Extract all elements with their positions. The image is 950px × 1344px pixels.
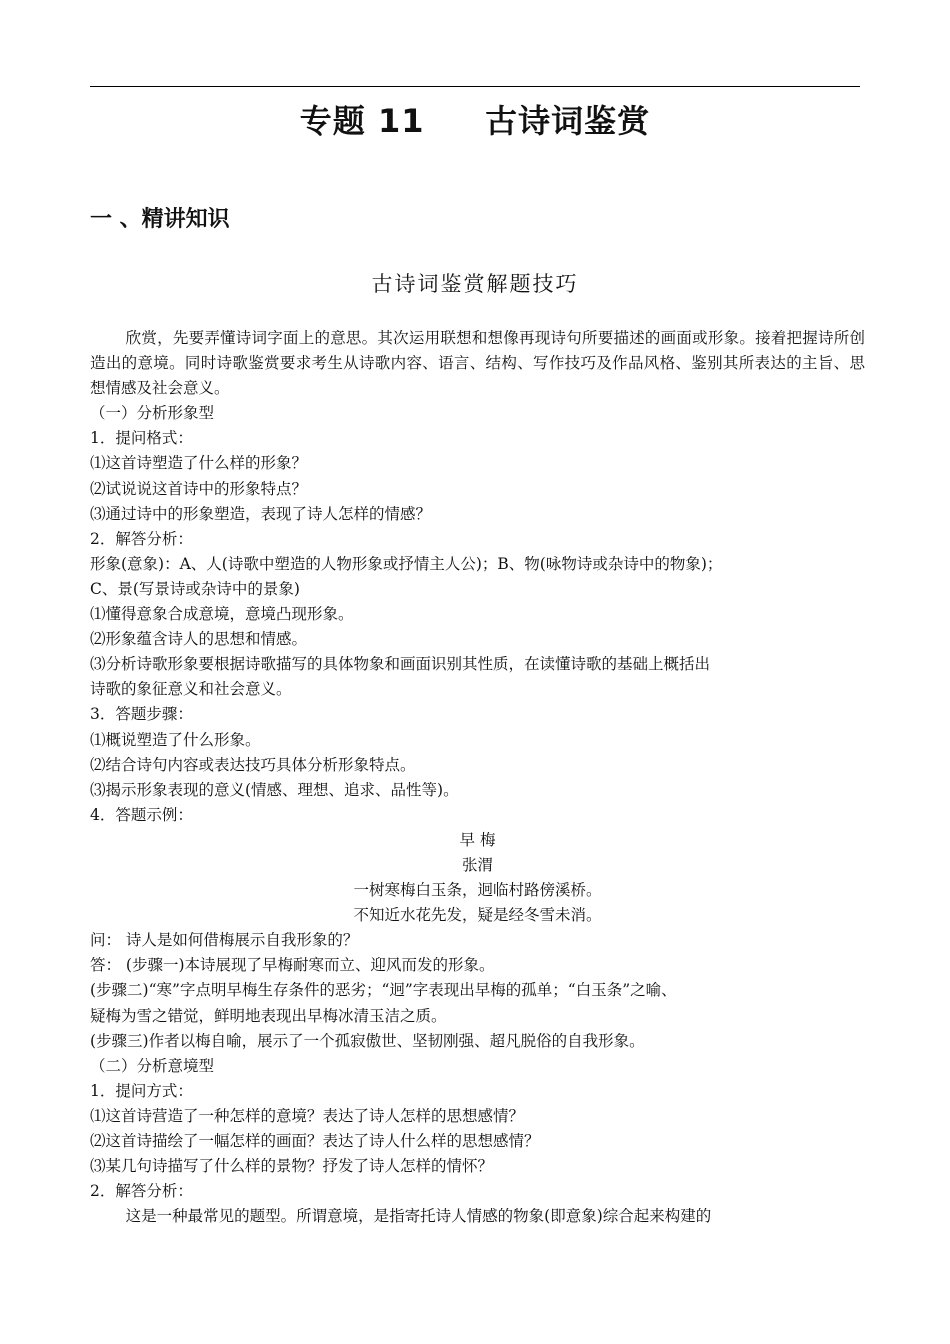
example-answer-line: (步骤二)“寒”字点明早梅生存条件的恶劣；“迥”字表现出早梅的孤单；“白玉条”之喻、 bbox=[90, 981, 677, 1000]
intro-paragraph: 欣赏，先要弄懂诗词字面上的意思。其次运用联想和想像再现诗句所要描述的画面或形象。接着把握诗所创造出的意境。同时诗歌鉴赏要求考生从诗歌内容、语言、结构、写作技巧及作品风格、鉴别其所表达的主旨、思想情感及社会意义。 bbox=[90, 329, 865, 398]
part2-analysis-text: 这是一种最常见的题型。所谓意境，是指寄托诗人情感的物象(即意象)综合起来构建的 bbox=[125, 1207, 712, 1226]
list-item: ⑴这首诗塑造了什么样的形象？ bbox=[90, 454, 308, 473]
example-answer-line: 疑梅为雪之错觉，鲜明地表现出早梅冰清玉洁之质。 bbox=[90, 1006, 447, 1025]
part1-analysis-heading: 2．解答分析： bbox=[90, 529, 193, 548]
page-title: 专题 11 古诗词鉴赏 bbox=[299, 102, 651, 140]
poem-line: 不知近水花先发，疑是经冬雪未消。 bbox=[353, 906, 602, 925]
example-question: 问： 诗人是如何借梅展示自我形象的？ bbox=[90, 931, 359, 950]
list-item: ⑶分析诗歌形象要根据诗歌描写的具体物象和画面识别其性质，在读懂诗歌的基础上概括出 bbox=[90, 655, 711, 674]
poem-line: 一树寒梅白玉条，迥临村路傍溪桥。 bbox=[353, 881, 602, 900]
poem-author: 张渭 bbox=[461, 855, 493, 874]
part1-steps-heading: 3．答题步骤： bbox=[90, 705, 193, 724]
example-answer-line: 答： (步骤一)本诗展现了早梅耐寒而立、迎风而发的形象。 bbox=[90, 956, 495, 975]
header-rule bbox=[90, 86, 860, 87]
part2-heading: （二）分析意境型 bbox=[90, 1056, 215, 1075]
list-item: ⑵试说说这首诗中的形象特点？ bbox=[90, 479, 308, 498]
part2-question-format-heading: 1．提问方式： bbox=[90, 1081, 193, 1100]
part1-heading: （一）分析形象型 bbox=[90, 404, 215, 423]
list-item: ⑶揭示形象表现的意义(情感、理想、追求、品性等)。 bbox=[90, 780, 459, 799]
section-heading: 一 、精讲知识 bbox=[90, 207, 230, 232]
part1-question-format-heading: 1．提问格式： bbox=[90, 429, 193, 448]
list-item: ⑴概说塑造了什么形象。 bbox=[90, 730, 261, 749]
list-item: ⑵这首诗描绘了一幅怎样的画面？表达了诗人什么样的思想感情？ bbox=[90, 1132, 540, 1150]
poem-title: 早 梅 bbox=[459, 830, 496, 849]
list-item: ⑶某几句诗描写了什么样的景物？抒发了诗人怎样的情怀？ bbox=[90, 1157, 494, 1176]
list-item: 诗歌的象征意义和社会意义。 bbox=[90, 680, 292, 699]
example-answer-line: (步骤三)作者以梅自喻，展示了一个孤寂傲世、坚韧刚强、超凡脱俗的自我形象。 bbox=[90, 1031, 645, 1050]
list-item: 形象(意象)：A、人(诗歌中塑造的人物形象或抒情主人公)；B、物(咏物诗或杂诗中的物象)； bbox=[90, 554, 723, 573]
document-body bbox=[90, 326, 865, 1229]
list-item: ⑵结合诗句内容或表达技巧具体分析形象特点。 bbox=[90, 755, 416, 774]
list-item: C、景(写景诗或杂诗中的景象) bbox=[90, 579, 300, 598]
part1-example-heading: 4．答题示例： bbox=[90, 805, 193, 824]
list-item: ⑵形象蕴含诗人的思想和情感。 bbox=[90, 630, 308, 649]
part2-analysis-heading: 2．解答分析： bbox=[90, 1182, 193, 1201]
list-item: ⑶通过诗中的形象塑造，表现了诗人怎样的情感？ bbox=[90, 504, 432, 523]
article-title: 古诗词鉴赏解题技巧 bbox=[371, 272, 579, 296]
list-item: ⑴懂得意象合成意境，意境凸现形象。 bbox=[90, 605, 354, 624]
list-item: ⑴这首诗营造了一种怎样的意境？表达了诗人怎样的思想感情？ bbox=[90, 1106, 525, 1125]
